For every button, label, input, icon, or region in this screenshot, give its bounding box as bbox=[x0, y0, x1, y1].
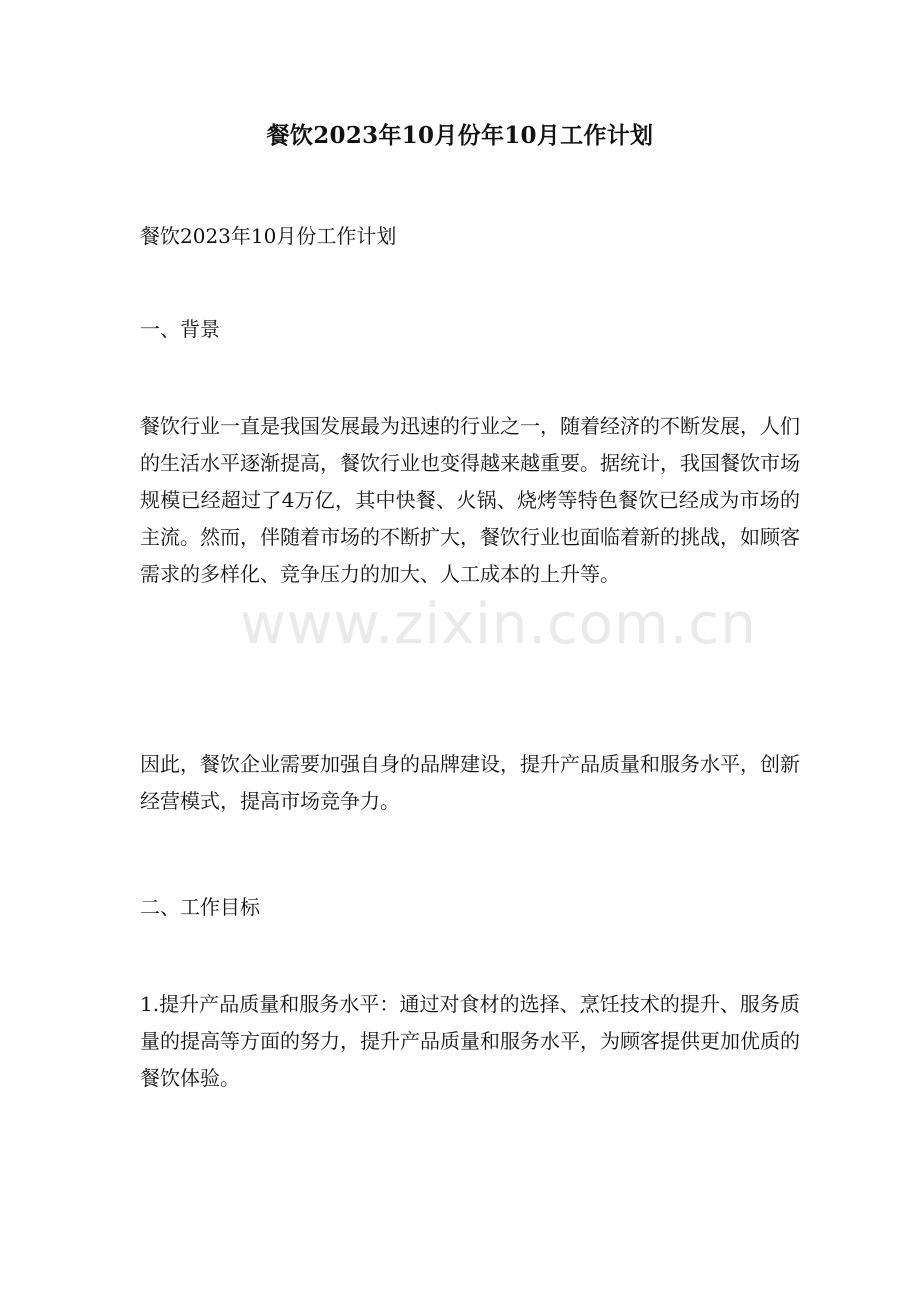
watermark: www.zixin.com.cn bbox=[240, 592, 757, 657]
paragraph-background-2: 因此，餐饮企业需要加强自身的品牌建设，提升产品质量和服务水平，创新经营模式，提高市场竞争力。 bbox=[140, 752, 800, 813]
paragraph-goal-1: 1.提升产品质量和服务水平：通过对食材的选择、烹饪技术的提升、服务质量的提高等方面的努力，提升产品质量和服务水平，为顾客提供更加优质的餐饮体验。 bbox=[140, 992, 800, 1090]
section-heading-background: 一、背景 bbox=[140, 317, 220, 341]
section-heading-goals: 二、工作目标 bbox=[140, 895, 260, 919]
paragraph-background-1: 餐饮行业一直是我国发展最为迅速的行业之一，随着经济的不断发展，人们的生活水平逐渐提高，餐饮行业也变得越来越重要。据统计，我国餐饮市场规模已经超过了4万亿，其中快餐、火锅、烧烤等特色餐饮已经成为市场的主流。然而，伴随着市场的不断扩大，餐饮行业也面临着新的挑战，如顾客需求的多样化、竞争压力的加大、人工成本的上升等。 bbox=[140, 414, 800, 586]
document-title: 餐饮2023年10月份年10月工作计划 bbox=[266, 122, 654, 149]
document-subtitle: 餐饮2023年10月份工作计划 bbox=[140, 224, 397, 248]
